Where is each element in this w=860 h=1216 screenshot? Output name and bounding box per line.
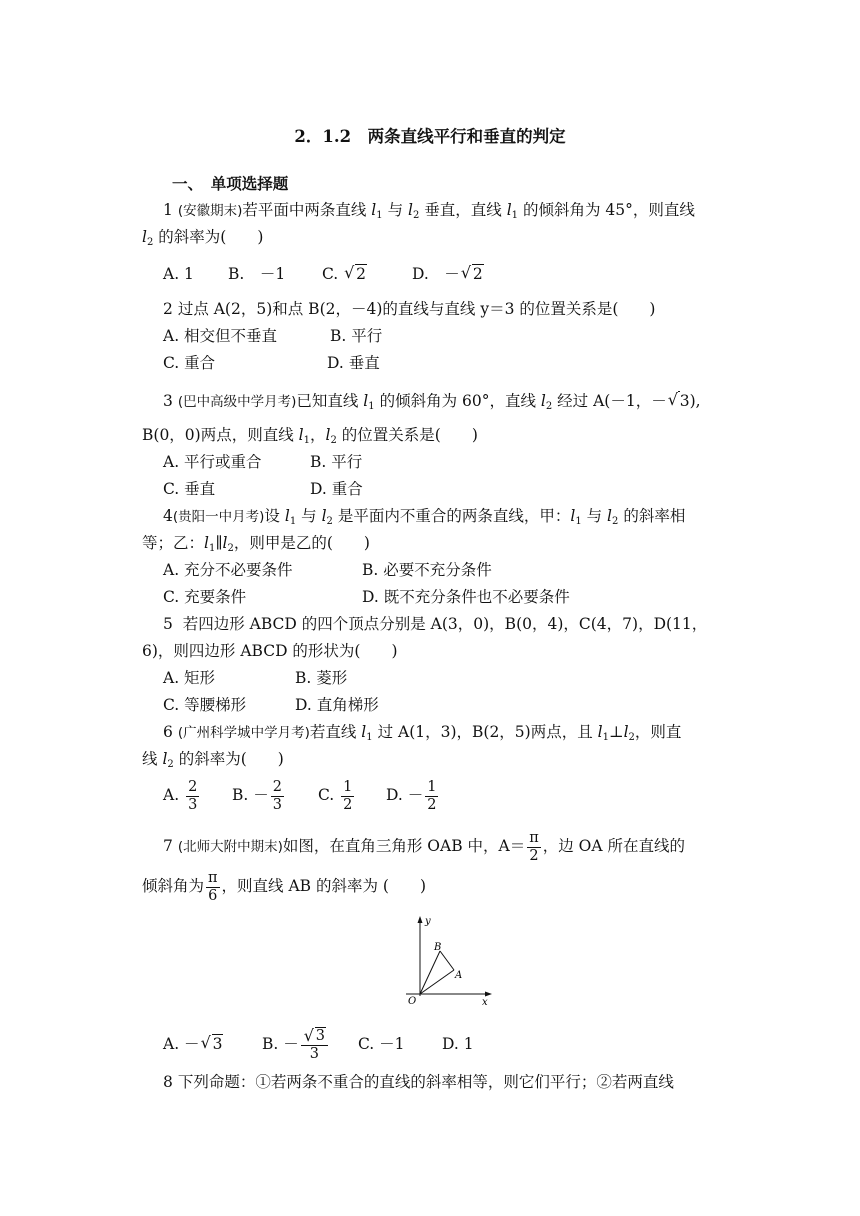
q2-option-b: B. 平行 (330, 327, 383, 345)
question-7-line-1: 7 (北师大附中期末)如图，在直角三角形 OAB 中，A＝ $\frac{\pi}{2}$ ，边 OA 所在直线的 (163, 829, 685, 864)
q2-option-c: C. 重合 (163, 354, 216, 372)
q1-option-c: C. √ 2 (322, 263, 367, 285)
q1-option-a: A. 1 (163, 265, 194, 283)
page-title: 2．1.2 两条直线平行和垂直的判定 (294, 127, 566, 146)
x-axis-arrow (485, 992, 492, 997)
label-o: O (408, 996, 417, 1007)
question-4-line-2: 等；乙：$l_1\parallel l_2$，则甲是乙的( ) (142, 534, 370, 554)
question-4-line-1: 4(贵阳一中月考)设 $l_1$ 与 $l_2$ 是平面内不重合的两条直线，甲：$l_1$ 与 $l_2$ 的斜率相 (163, 507, 686, 527)
question-3-line-2: B(0，0)两点，则直线 $l_1$，$l_2$ 的位置关系是( ) (142, 426, 478, 446)
q5-option-b: B. 菱形 (295, 669, 348, 687)
q4-option-c: C. 充要条件 (163, 588, 247, 606)
question-1-line-2: $l_2$ 的斜率为( ) (142, 228, 264, 248)
q7-option-b: B. － √ $\frac{3}{3}$ (262, 1024, 330, 1064)
q7-option-d: D. 1 (442, 1035, 474, 1053)
q6-option-a: A. $\frac{2}{3}$ (163, 778, 198, 813)
question-5-line-1: 5 若四边形 ABCD 的四个顶点分别是 A(3，0)，B(0，4)，C(4，7)，D(11， (163, 615, 708, 633)
q7-option-a: A. －√ 3 (163, 1024, 223, 1064)
q4-option-d: D. 既不充分条件也不必要条件 (362, 588, 570, 606)
q5-option-d: D. 直角梯形 (295, 696, 379, 714)
question-8-line-1: 8 下列命题：①若两条不重合的直线的斜率相等，则它们平行；②若两直线 (163, 1073, 674, 1091)
q3-option-d: D. 重合 (310, 480, 363, 498)
q3-option-c: C. 垂直 (163, 480, 216, 498)
question-3-line-1: 3 (巴中高级中学月考)已知直线 $l_1$ 的倾斜角为 60°，直线 $l_2$ 经过 A(－1，－√ 3), (163, 390, 701, 413)
q1-option-b: B. －1 (228, 265, 286, 283)
question-5-line-2: 6)，则四边形 ABCD 的形状为( ) (142, 642, 398, 660)
q2-option-d: D. 垂直 (327, 354, 380, 372)
label-a: A (455, 970, 463, 981)
question-7-line-2: 倾斜角为 $\frac{\pi}{6}$ ，则直线 AB 的斜率为 ( ) (142, 869, 427, 904)
y-axis-arrow (418, 916, 423, 923)
q6-option-b: B. － $\frac{2}{3}$ (232, 778, 282, 813)
q5-option-a: A. 矩形 (163, 669, 216, 687)
q6-option-c: C. $\frac{1}{2}$ (318, 778, 353, 813)
q5-option-c: C. 等腰梯形 (163, 696, 247, 714)
segment-ab (440, 951, 454, 970)
q3-option-a: A. 平行或重合 (163, 453, 262, 471)
question-6-line-2: 线 $l_2$ 的斜率为( ) (142, 750, 284, 770)
label-x: x (482, 997, 488, 1008)
q2-option-a: A. 相交但不垂直 (163, 327, 278, 345)
label-b: B (434, 942, 442, 953)
q3-option-b: B. 平行 (310, 453, 363, 471)
section-heading: 一、 单项选择题 (172, 174, 289, 193)
q6-option-d: D. － $\frac{1}{2}$ (386, 778, 437, 813)
question-1-line-1: 1 (安徽期末)若平面中两条直线 $l_1$ 与 $l_2$ 垂直，直线 $l_1$ 的倾斜角为 45°，则直线 (163, 201, 695, 221)
label-y: y (425, 916, 431, 927)
q4-option-b: B. 必要不充分条件 (362, 561, 492, 579)
question-2: 2 过点 A(2，5)和点 B(2，－4)的直线与直线 y＝3 的位置关系是( ) (163, 300, 656, 318)
q4-option-a: A. 充分不必要条件 (163, 561, 293, 579)
q1-option-d: D. －√ 2 (412, 263, 484, 285)
question-6-line-1: 6 (广州科学城中学月考)若直线 $l_1$ 过 A(1，3)，B(2，5)两点，且 $l_1\perp l_2$，则直 (163, 723, 682, 743)
right-triangle-figure (398, 912, 494, 1008)
q7-option-c: C. －1 (358, 1035, 405, 1053)
